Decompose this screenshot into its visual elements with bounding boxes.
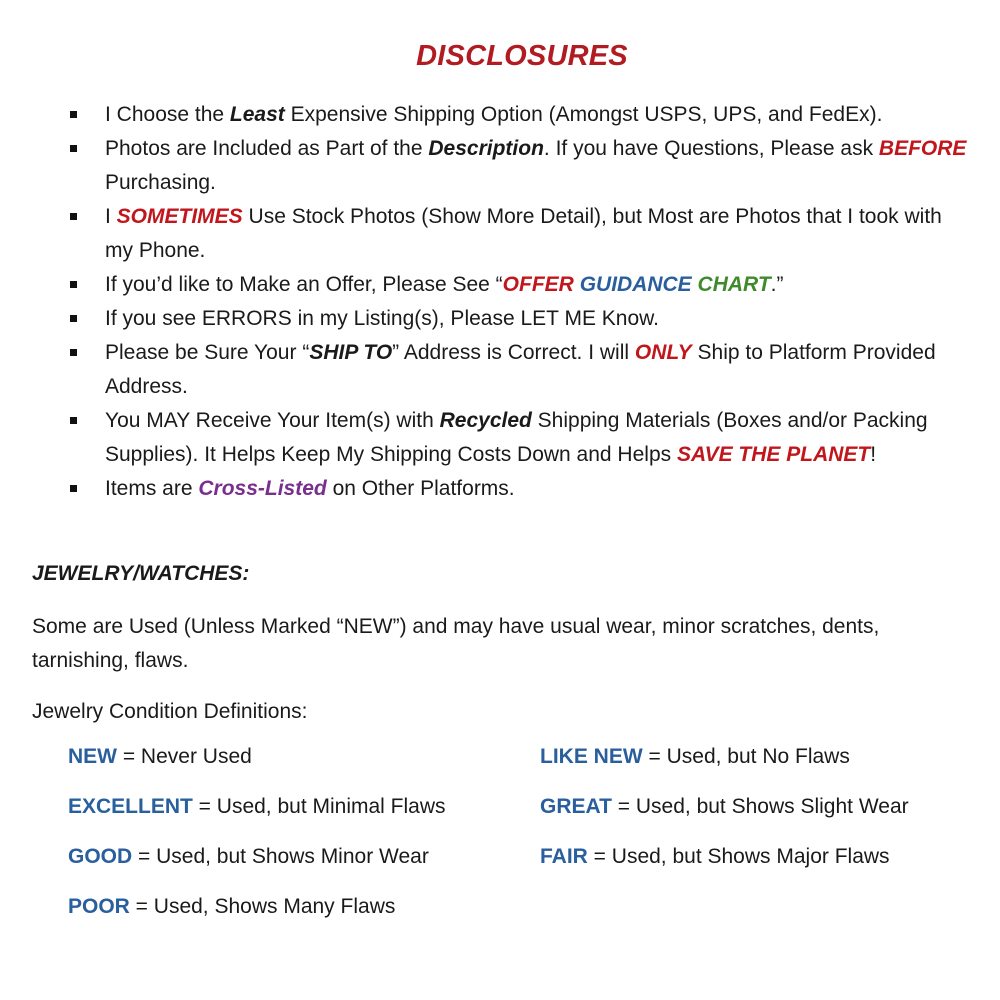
condition-term: EXCELLENT xyxy=(68,795,193,818)
disclosure-text: Description xyxy=(428,137,544,160)
disclosure-text: ONLY xyxy=(634,341,692,364)
condition-term: GREAT xyxy=(540,795,612,818)
disclosure-text: Items are xyxy=(105,477,199,500)
condition-term: LIKE NEW xyxy=(540,745,643,768)
disclosure-text: Cross-Listed xyxy=(198,477,327,500)
disclosure-text: on Other Platforms. xyxy=(326,477,515,500)
disclosure-text: SHIP TO xyxy=(309,341,393,364)
disclosure-text: Expensive Shipping Option (Amongst USPS, UPS, and FedEx). xyxy=(284,103,883,126)
disclosure-text: Please be Sure Your “ xyxy=(105,341,310,364)
definitions-heading: Jewelry Condition Definitions: xyxy=(32,700,308,723)
disclosure-list xyxy=(0,98,1000,506)
disclosure-item xyxy=(0,200,1000,268)
condition-definition xyxy=(68,795,446,819)
condition-term: GOOD xyxy=(68,845,133,868)
disclosure-text: Recycled xyxy=(439,409,532,432)
disclosure-text: OFFER xyxy=(502,273,574,296)
disclosure-text: .” xyxy=(770,273,784,296)
page-title: DISCLOSURES xyxy=(416,40,628,72)
disclosure-text: ” Address is Correct. I will xyxy=(392,341,635,364)
disclosure-text: I Choose the xyxy=(105,103,230,126)
condition-description: = Used, but Minimal Flaws xyxy=(192,795,446,818)
disclosure-text: Ship to Platform Provided Address. xyxy=(105,341,936,398)
disclosure-text: Purchasing. xyxy=(105,171,216,194)
disclosure-text: BEFORE xyxy=(878,137,967,160)
disclosure-text: SOMETIMES xyxy=(116,205,243,228)
disclosure-text: Shipping Materials (Boxes and/or Packing Supplies). It Helps Keep My Shipping Costs Down and Helps xyxy=(105,409,928,466)
disclosure-text: You MAY Receive Your Item(s) with xyxy=(105,409,440,432)
condition-term: NEW xyxy=(68,745,117,768)
disclosure-text: GUIDANCE xyxy=(579,273,692,296)
condition-term: FAIR xyxy=(540,845,588,868)
condition-description: = Used, but Shows Slight Wear xyxy=(611,795,909,818)
disclosure-text: . If you have Questions, Please ask xyxy=(543,137,879,160)
condition-description: = Used, but Shows Major Flaws xyxy=(587,845,890,868)
disclosure-text: Use Stock Photos (Show More Detail), but Most are Photos that I took with my Phone. xyxy=(105,205,942,262)
condition-description: = Used, but No Flaws xyxy=(642,745,850,768)
condition-definition xyxy=(540,795,909,819)
disclosure-text: Least xyxy=(229,103,285,126)
condition-definition xyxy=(540,745,850,769)
disclosure-text: I xyxy=(105,205,117,228)
condition-term: POOR xyxy=(68,895,130,918)
disclosure-item xyxy=(0,336,1000,404)
disclosure-item xyxy=(0,302,1000,336)
disclosure-text: Photos are Included as Part of the xyxy=(105,137,429,160)
condition-description: = Used, Shows Many Flaws xyxy=(129,895,396,918)
section-title: JEWELRY/WATCHES: xyxy=(32,562,250,585)
condition-definition xyxy=(68,845,429,869)
condition-definition xyxy=(68,745,252,769)
disclosure-text: SAVE THE PLANET xyxy=(676,443,871,466)
disclosure-item xyxy=(0,268,1000,302)
disclosure-item xyxy=(0,98,1000,132)
disclosure-item xyxy=(0,472,1000,506)
disclosure-item xyxy=(0,132,1000,200)
used-condition-paragraph: Some are Used (Unless Marked “NEW”) and may have usual wear, minor scratches, dents, tarnishing, flaws. xyxy=(32,615,880,672)
disclosure-text: ! xyxy=(870,443,877,466)
condition-description: = Used, but Shows Minor Wear xyxy=(132,845,429,868)
disclosure-text: If you see ERRORS in my Listing(s), Please LET ME Know. xyxy=(105,307,659,330)
condition-description: = Never Used xyxy=(117,745,252,768)
disclosure-text: If you’d like to Make an Offer, Please See “ xyxy=(105,273,503,296)
disclosure-item xyxy=(0,404,1000,472)
condition-definition xyxy=(68,895,395,919)
disclosure-text: CHART xyxy=(697,273,771,296)
condition-definition xyxy=(540,845,890,869)
